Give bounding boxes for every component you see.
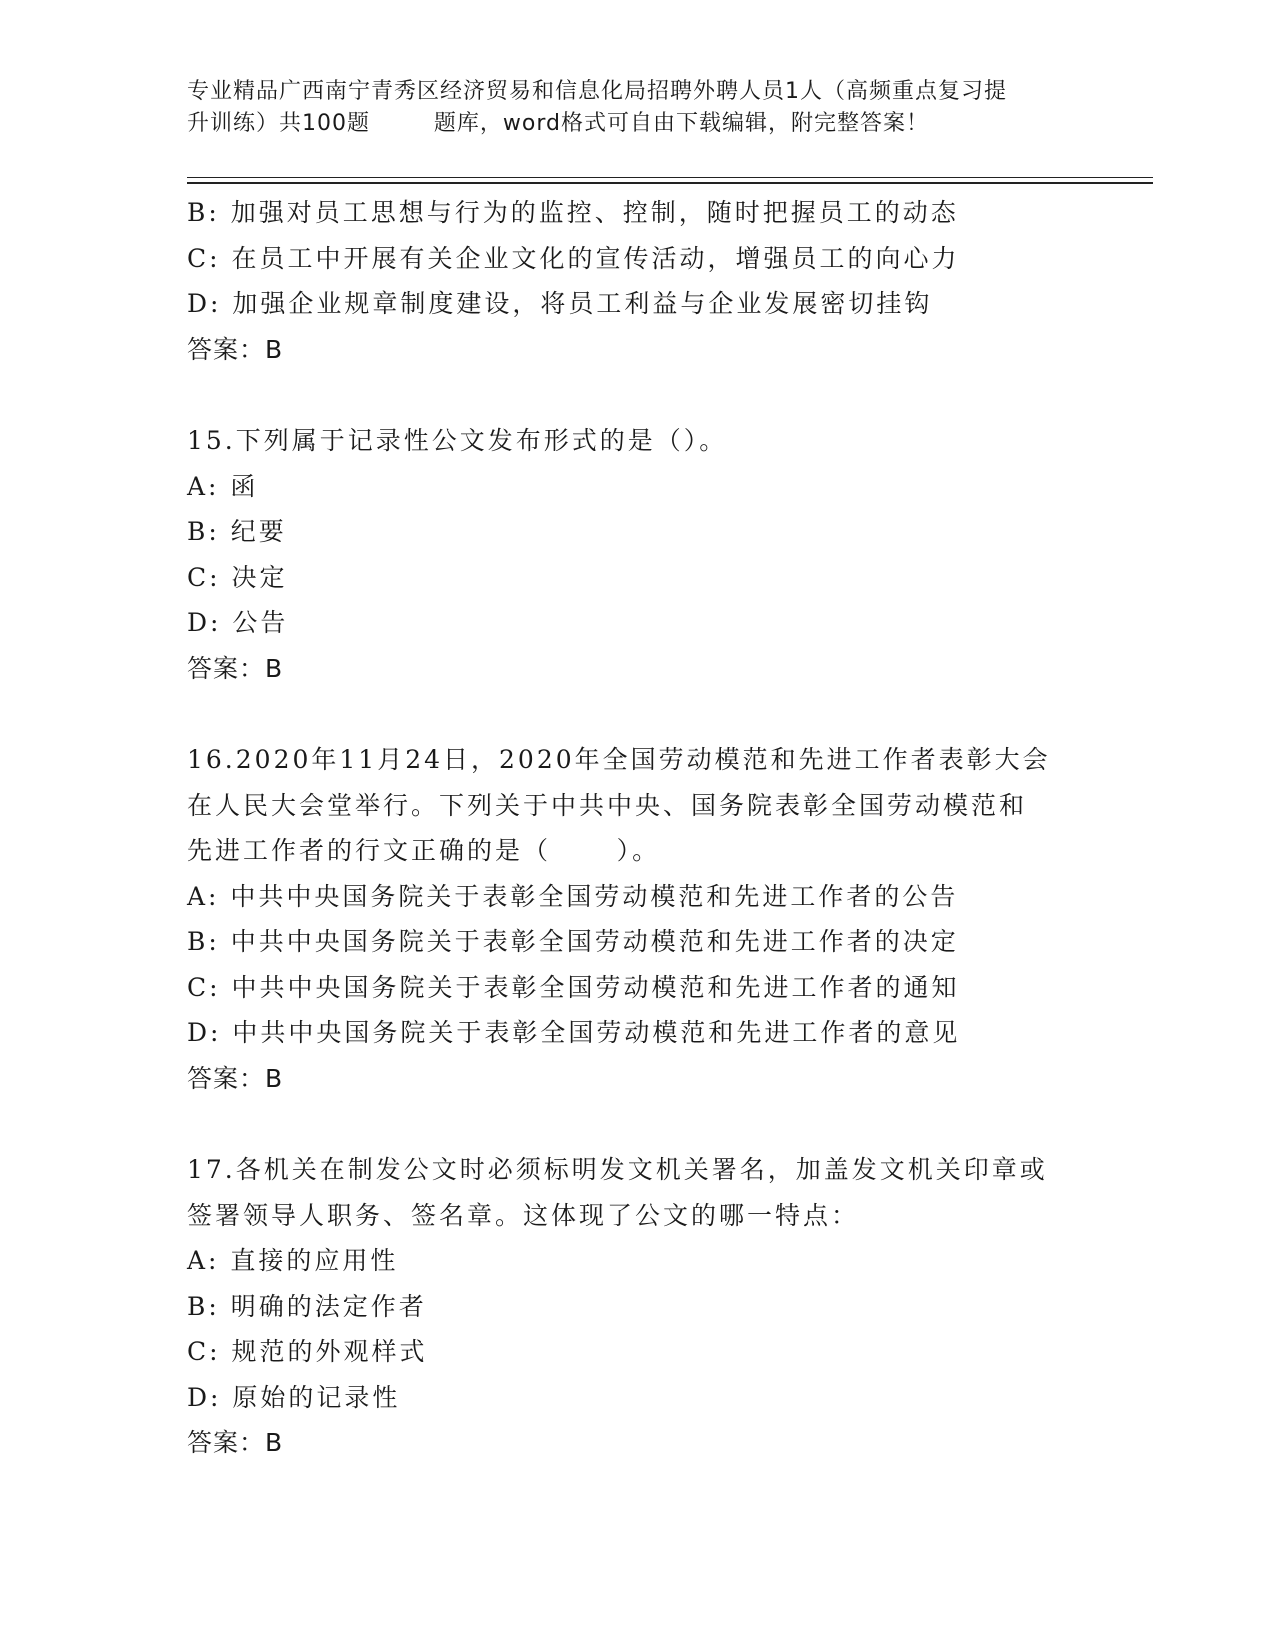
question-stem: 先进工作者的行文正确的是（ ）。 [187, 836, 661, 865]
header-line-1: 专业精品广西南宁青秀区经济贸易和信息化局招聘外聘人员1人（高频重点复习提 [187, 79, 1007, 104]
question-stem: 在人民大会堂举行。下列关于中共中央、国务院表彰全国劳动模范和 [187, 790, 1028, 820]
option-c: C: 决定 [187, 562, 288, 592]
option-d: D: 原始的记录性 [187, 1382, 401, 1412]
spacer [187, 691, 1087, 737]
answer-line: 答案：B [187, 653, 284, 683]
option-d: D: 公告 [187, 608, 289, 637]
option-b: B: 中共中央国务院关于表彰全国劳动模范和先进工作者的决定 [187, 927, 959, 956]
question-stem: 签署领导人职务、签名章。这体现了公文的哪一特点： [187, 1200, 860, 1230]
question-stem: 15.下列属于记录性公文发布形式的是（）。 [187, 426, 728, 455]
question-stem: 16.2020年11月24日，2020年全国劳动模范和先进工作者表彰大会 [187, 745, 1051, 774]
question-block-17 [187, 1147, 1087, 1466]
question-block-16 [187, 737, 1087, 1101]
option-d: D: 加强企业规章制度建设，将员工利益与企业发展密切挂钩 [187, 289, 933, 318]
spacer [187, 372, 1087, 418]
header-divider-thick [187, 182, 1153, 184]
question-stem: 17.各机关在制发公文时必须标明发文机关署名，加盖发文机关印章或 [187, 1155, 1048, 1184]
option-c: C: 中共中央国务院关于表彰全国劳动模范和先进工作者的通知 [187, 972, 960, 1002]
option-c: C: 规范的外观样式 [187, 1337, 428, 1366]
question-block-15 [187, 418, 1087, 691]
answer-line: 答案：B [187, 334, 284, 364]
option-a: A: 直接的应用性 [187, 1246, 399, 1275]
header-line-2: 升训练）共100题 题库，word格式可自由下载编辑，附完整答案！ [187, 111, 930, 136]
option-d: D: 中共中央国务院关于表彰全国劳动模范和先进工作者的意见 [187, 1018, 961, 1047]
option-a: A: 函 [187, 471, 259, 501]
answer-line: 答案：B [187, 1428, 284, 1457]
answer-line: 答案：B [187, 1063, 284, 1093]
header-divider-thin [187, 177, 1153, 178]
document-header [187, 76, 1087, 140]
option-b: B: 明确的法定作者 [187, 1291, 427, 1321]
question-block-14 [187, 190, 1087, 372]
option-a: A: 中共中央国务院关于表彰全国劳动模范和先进工作者的公告 [187, 881, 959, 911]
spacer [187, 1101, 1087, 1147]
option-c: C: 在员工中开展有关企业文化的宣传活动，增强员工的向心力 [187, 243, 960, 273]
option-b: B: 加强对员工思想与行为的监控、控制，随时把握员工的动态 [187, 198, 959, 227]
option-b: B: 纪要 [187, 517, 287, 546]
question-list [187, 190, 1087, 1466]
